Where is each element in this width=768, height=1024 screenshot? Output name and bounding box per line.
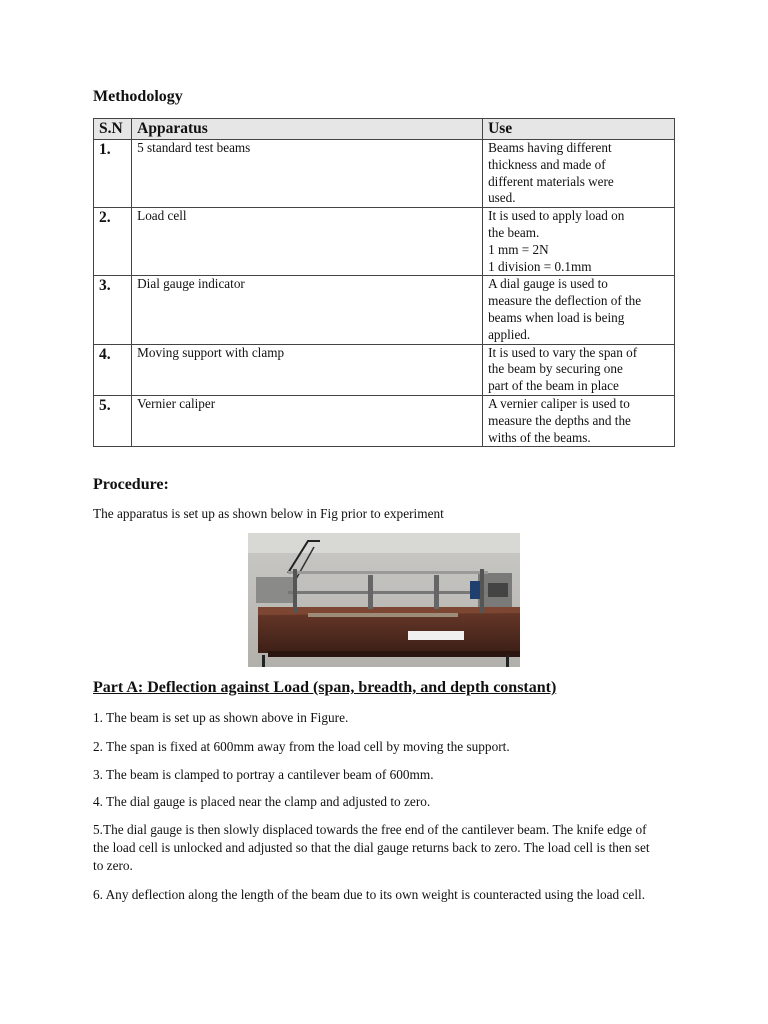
use-line: 1 mm = 2N xyxy=(488,241,549,257)
step-item: 6. Any deflection along the length of the beam due to its own weight is counteracted using the load cell. xyxy=(93,887,646,902)
apparatus-table xyxy=(93,118,675,447)
row-sn: 4. xyxy=(94,344,132,395)
use-line: It is used to vary the span of xyxy=(488,344,638,360)
use-line: Beams having different xyxy=(488,140,612,155)
step-item: 3. The beam is clamped to portray a cantilever beam of 600mm. xyxy=(93,767,434,782)
use-line: measure the deflection of the xyxy=(488,293,642,309)
use-line: applied. xyxy=(488,326,531,342)
use-line: withs of the beams. xyxy=(488,429,591,445)
row-apparatus: Dial gauge indicator xyxy=(132,276,483,344)
table-row xyxy=(94,208,675,276)
use-line: A dial gauge is used to xyxy=(488,276,608,292)
row-use xyxy=(483,276,675,344)
use-line: part of the beam in place xyxy=(488,378,619,394)
row-apparatus: Moving support with clamp xyxy=(132,344,483,395)
table-header-row xyxy=(94,119,675,140)
row-use xyxy=(483,140,675,208)
header-sn: S.N xyxy=(94,119,132,140)
use-line: beams when load is being xyxy=(488,309,625,325)
step-item: 1. The beam is set up as shown above in Figure. xyxy=(93,710,349,725)
use-line: thickness and made of xyxy=(488,156,606,172)
use-line: It is used to apply load on xyxy=(488,208,625,224)
table-row xyxy=(94,140,675,208)
use-line: different materials were xyxy=(488,173,614,189)
step-item: 4. The dial gauge is placed near the clamp and adjusted to zero. xyxy=(93,794,431,809)
use-line: the beam. xyxy=(488,224,540,240)
table-row xyxy=(94,344,675,395)
procedure-intro: The apparatus is set up as shown below in Fig prior to experiment xyxy=(93,506,444,521)
use-line: A vernier caliper is used to xyxy=(488,395,630,411)
use-line: measure the depths and the xyxy=(488,412,631,428)
row-apparatus: Vernier caliper xyxy=(132,395,483,446)
methodology-heading: Methodology xyxy=(93,88,183,105)
use-line: used. xyxy=(488,190,516,206)
row-sn: 3. xyxy=(94,276,132,344)
row-sn: 2. xyxy=(94,208,132,276)
step-item: 2. The span is fixed at 600mm away from the load cell by moving the support. xyxy=(93,739,510,754)
header-use: Use xyxy=(483,119,675,140)
procedure-heading: Procedure: xyxy=(93,476,169,493)
step-item: 5.The dial gauge is then slowly displaced towards the free end of the cantilever beam. The knife edge of the load cell is unlocked and adjusted so that the dial gauge returns back to zero. The load cell is then set to zero. xyxy=(93,822,650,873)
use-line: 1 division = 0.1mm xyxy=(488,258,592,274)
apparatus-photo xyxy=(248,533,520,667)
row-sn: 5. xyxy=(94,395,132,446)
table-row xyxy=(94,395,675,446)
row-sn: 1. xyxy=(94,140,132,208)
row-use xyxy=(483,208,675,276)
part-a-heading: Part A: Deflection against Load (span, breadth, and depth constant) xyxy=(93,679,557,696)
row-apparatus: Load cell xyxy=(132,208,483,276)
row-apparatus: 5 standard test beams xyxy=(132,140,483,208)
use-line: the beam by securing one xyxy=(488,361,623,377)
row-use xyxy=(483,395,675,446)
table-row xyxy=(94,276,675,344)
row-use xyxy=(483,344,675,395)
header-apparatus: Apparatus xyxy=(132,119,483,140)
